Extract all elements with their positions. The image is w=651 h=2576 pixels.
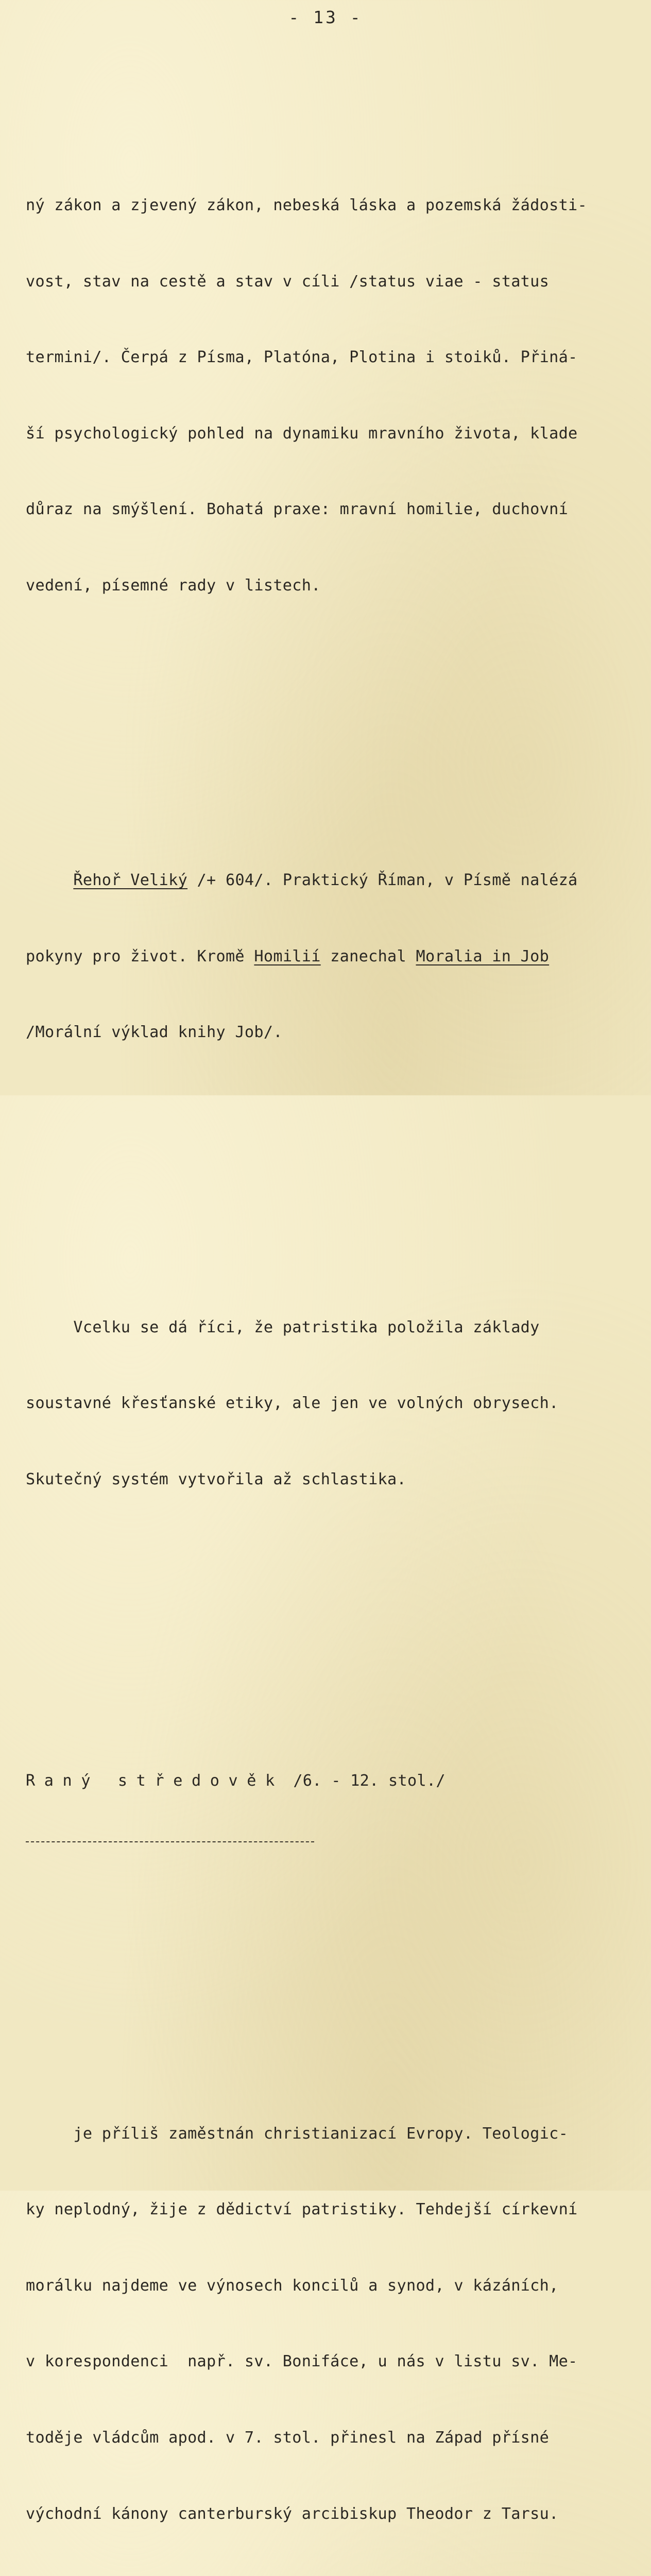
text-line <box>26 868 633 893</box>
text-fragment: pokyny pro život. Kromě <box>26 947 254 965</box>
text-line: v korespondenci např. sv. Bonifáce, u nás v listu sv. Me- <box>26 2352 578 2371</box>
paragraph-early-middle-ages <box>26 2070 633 2576</box>
text-line: důraz na smýšlení. Bohatá praxe: mravní homilie, duchovní <box>26 500 569 519</box>
paragraph-ethics-themes <box>26 142 633 649</box>
body-text <box>26 66 633 2576</box>
paragraph-gregory <box>26 817 633 1096</box>
text-line: morálku najdeme ve výnosech koncilů a synod, v kázáních, <box>26 2276 559 2295</box>
page-number: - 13 - <box>288 7 363 27</box>
name-gregory-the-great: Řehoř Veliký <box>73 871 188 890</box>
text-line <box>26 944 633 969</box>
text-line: Skutečný systém vytvořila až schlastika. <box>26 1470 406 1488</box>
text-line: soustavné křesťanské etiky, ale jen ve volných obrysech. <box>26 1394 559 1413</box>
work-title-homilies: Homilií <box>254 947 321 965</box>
text-line: ky neplodný, žije z dědictví patristiky. Tehdejší církevní <box>26 2200 578 2219</box>
work-title-moralia: Moralia in Job <box>416 947 550 965</box>
text-line: toděje vládcům apod. v 7. stol. přinesl na Západ přísné <box>26 2429 550 2447</box>
text-line: ný zákon a zjevený zákon, nebeská láska a pozemská žádosti- <box>26 196 587 215</box>
dashed-underline <box>26 1841 314 1848</box>
text-line: vedení, písemné rady v listech. <box>26 576 321 595</box>
text-line: Vcelku se dá říci, že patristika položila základy <box>26 1318 540 1336</box>
paragraph-gap <box>26 725 633 741</box>
paragraph-gap <box>26 1172 633 1188</box>
section-heading-early-middle-ages <box>26 1718 633 1902</box>
paragraph-gap <box>26 1978 633 1994</box>
section-title-spaced: Raný středověk <box>26 1772 284 1790</box>
section-title <box>26 1768 633 1793</box>
section-gap <box>26 1619 633 1641</box>
text-fragment: zanechal <box>320 947 416 965</box>
section-date-range: /6. - 12. stol./ <box>283 1772 446 1790</box>
paragraph-patristics-summary <box>26 1264 633 1543</box>
text-line: /Morální výklad knihy Job/. <box>26 1023 283 1042</box>
text-line: ší psychologický pohled na dynamiku mravního života, klade <box>26 424 578 443</box>
text-line: termini/. Čerpá z Písma, Platóna, Plotina i stoiků. Přiná- <box>26 348 578 367</box>
text-line: vost, stav na cestě a stav v cíli /status viae - status <box>26 272 550 291</box>
text-fragment: /+ 604/. Praktický Říman, v Písmě nalézá <box>187 871 578 890</box>
text-line: východní kánony canterburský arcibiskup Theodor z Tarsu. <box>26 2504 559 2523</box>
text-line: je příliš zaměstnán christianizací Evropy. Teologic- <box>26 2124 569 2143</box>
